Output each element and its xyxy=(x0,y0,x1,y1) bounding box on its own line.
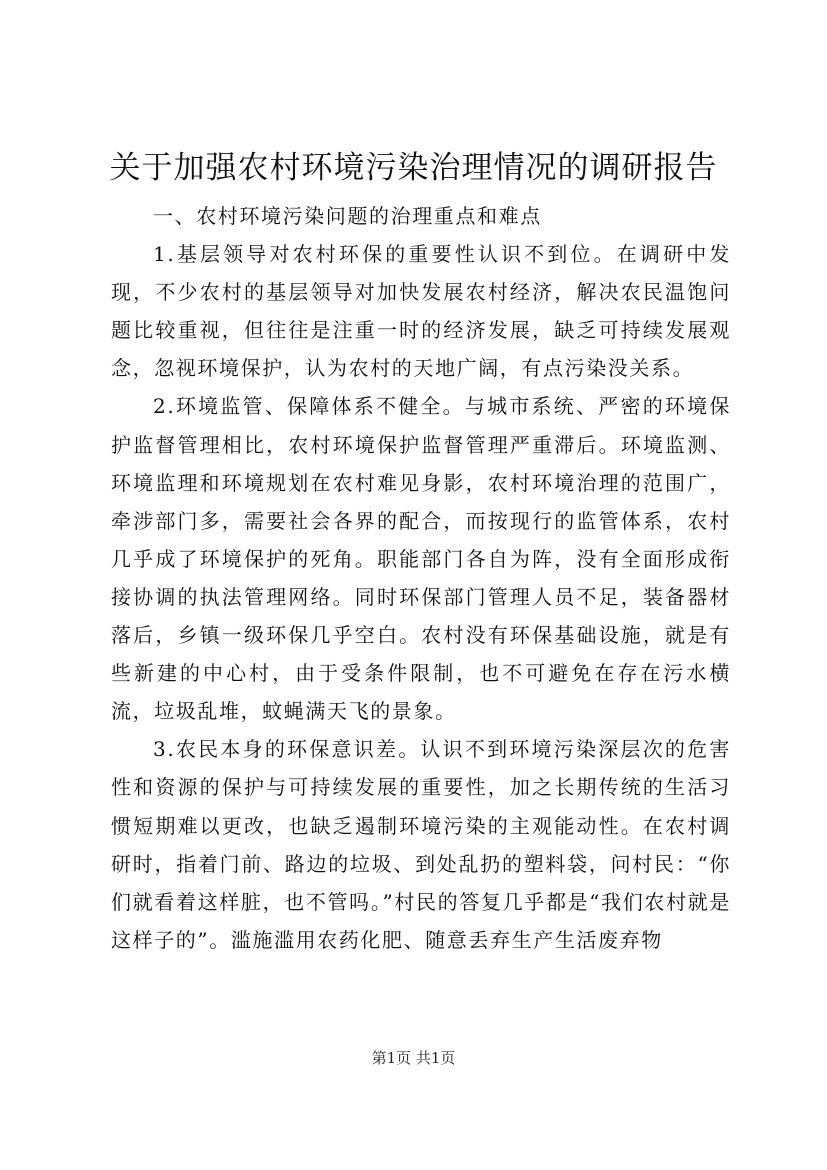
paragraph-1: 1.基层领导对农村环保的重要性认识不到位。在调研中发现，不少农村的基层领导对加快发展农村经济，解决农民温饱问题比较重视，但往往是注重一时的经济发展，缺乏可持续发展观念，忽视环境保护，认为农村的天地广阔，有点污染没关系。 xyxy=(111,242,731,381)
section-heading: 一、农村环境污染问题的治理重点和难点 xyxy=(153,204,542,228)
document-body xyxy=(111,197,731,959)
document-title: 关于加强农村环境污染治理情况的调研报告 xyxy=(109,150,718,186)
paragraph-2: 2.环境监管、保障体系不健全。与城市系统、严密的环境保护监督管理相比，农村环境保护监督管理严重滞后。环境监测、环境监理和环境规划在农村难见身影，农村环境治理的范围广，牵涉部门多，需要社会各界的配合，而按现行的监管体系，农村几乎成了环境保护的死角。职能部门各自为阵，没有全面形成衔接协调的执法管理网络。同时环保部门管理人员不足，装备器材落后，乡镇一级环保几乎空白。农村没有环保基础设施，就是有些新建的中心村，由于受条件限制，也不可避免在存在污水横流，垃圾乱堆，蚊蝇满天飞的景象。 xyxy=(111,394,731,724)
paragraph-3: 3.农民本身的环保意识差。认识不到环境污染深层次的危害性和资源的保护与可持续发展的重要性，加之长期传统的生活习惯短期难以更改，也缺乏遏制环境污染的主观能动性。在农村调研时，指着门前、路边的垃圾、到处乱扔的塑料袋，问村民：“你们就看着这样脏，也不管吗。”村民的答复几乎都是“我们农村就是这样子的”。滥施滥用农药化肥、随意丢弃生产生活废弃物 xyxy=(111,737,731,952)
page-footer: 第1页 共1页 xyxy=(371,1049,456,1067)
